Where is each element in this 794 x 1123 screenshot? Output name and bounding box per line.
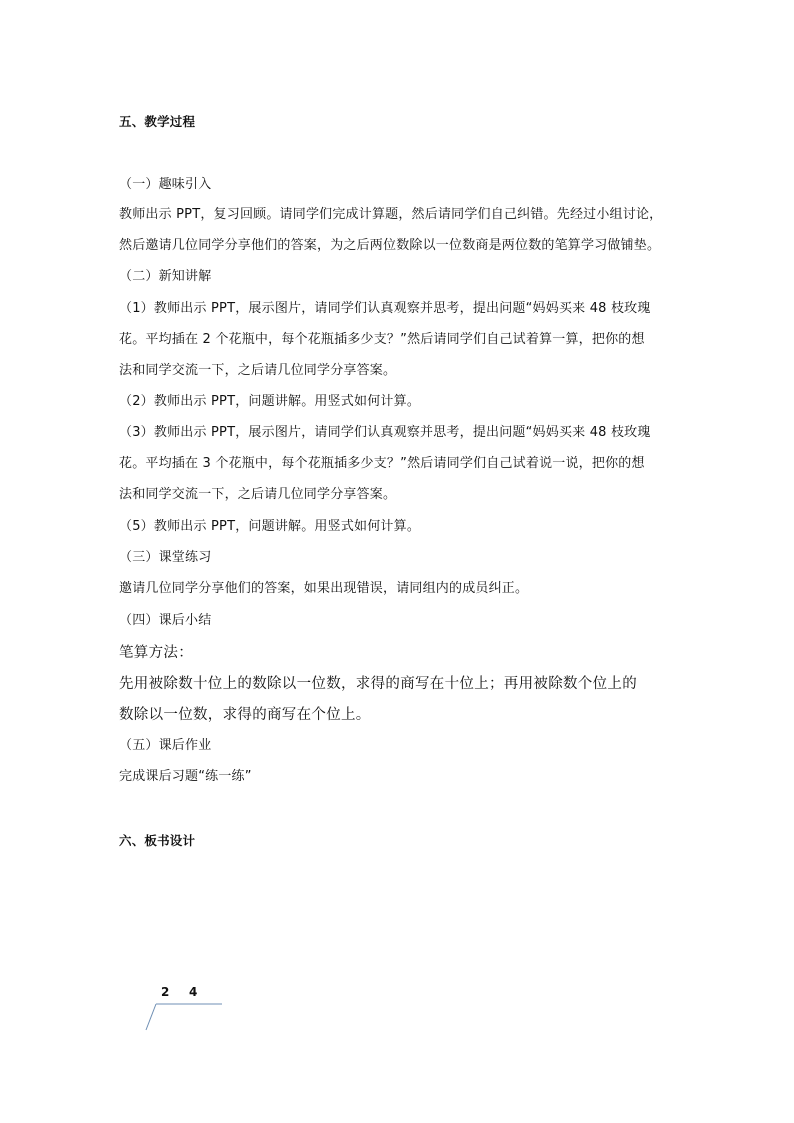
subsection-intro-heading: （一）趣味引入 — [119, 177, 212, 192]
subsection-practice-heading: （三）课堂练习 — [119, 550, 212, 565]
quotient-ones-digit: 4 — [189, 985, 198, 999]
written-method-label: 笔算方法： — [119, 645, 193, 661]
new-knowledge-item-1-line-1: （1）教师出示 PPT，展示图片，请同学们认真观察并思考，提出问题“妈妈买来 48 枝玫瑰 — [119, 301, 651, 316]
section-six-title: 六、板书设计 — [119, 833, 196, 848]
homework-paragraph: 完成课后习题“练一练” — [119, 769, 252, 784]
division-bracket — [140, 985, 250, 1045]
intro-paragraph-line-2: 然后邀请几位同学分享他们的答案，为之后两位数除以一位数商是两位数的笔算学习做铺垫。 — [119, 238, 661, 253]
new-knowledge-item-2: （2）教师出示 PPT，问题讲解。用竖式如何计算。 — [119, 394, 421, 409]
new-knowledge-item-1-line-3: 法和同学交流一下，之后请几位同学分享答案。 — [119, 363, 397, 378]
section-five-title: 五、教学过程 — [119, 114, 196, 129]
subsection-new-knowledge-heading: （二）新知讲解 — [119, 269, 212, 284]
subsection-summary-heading: （四）课后小结 — [119, 613, 212, 628]
new-knowledge-item-3-line-1: （3）教师出示 PPT，展示图片，请同学们认真观察并思考，提出问题“妈妈买来 48 枝玫瑰 — [119, 425, 651, 440]
quotient-tens-digit: 2 — [161, 985, 170, 999]
long-division-figure — [140, 985, 250, 1045]
written-method-line-2: 数除以一位数，求得的商写在个位上。 — [119, 707, 371, 723]
new-knowledge-item-3-line-2: 花。平均插在 3 个花瓶中，每个花瓶插多少支？”然后请同学们自己试着说一说，把你的想 — [119, 456, 645, 471]
division-bracket-line — [146, 1004, 156, 1030]
new-knowledge-item-3-line-3: 法和同学交流一下，之后请几位同学分享答案。 — [119, 487, 397, 502]
practice-paragraph: 邀请几位同学分享他们的答案，如果出现错误，请同组内的成员纠正。 — [119, 581, 529, 596]
subsection-homework-heading: （五）课后作业 — [119, 738, 212, 753]
intro-paragraph-line-1: 教师出示 PPT，复习回顾。请同学们完成计算题，然后请同学们自己纠错。先经过小组讨论， — [119, 207, 663, 222]
new-knowledge-item-5: （5）教师出示 PPT，问题讲解。用竖式如何计算。 — [119, 519, 421, 534]
written-method-line-1: 先用被除数十位上的数除以一位数，求得的商写在十位上；再用被除数个位上的 — [119, 676, 637, 692]
new-knowledge-item-1-line-2: 花。平均插在 2 个花瓶中，每个花瓶插多少支？”然后请同学们自己试着算一算，把你的想 — [119, 332, 645, 347]
